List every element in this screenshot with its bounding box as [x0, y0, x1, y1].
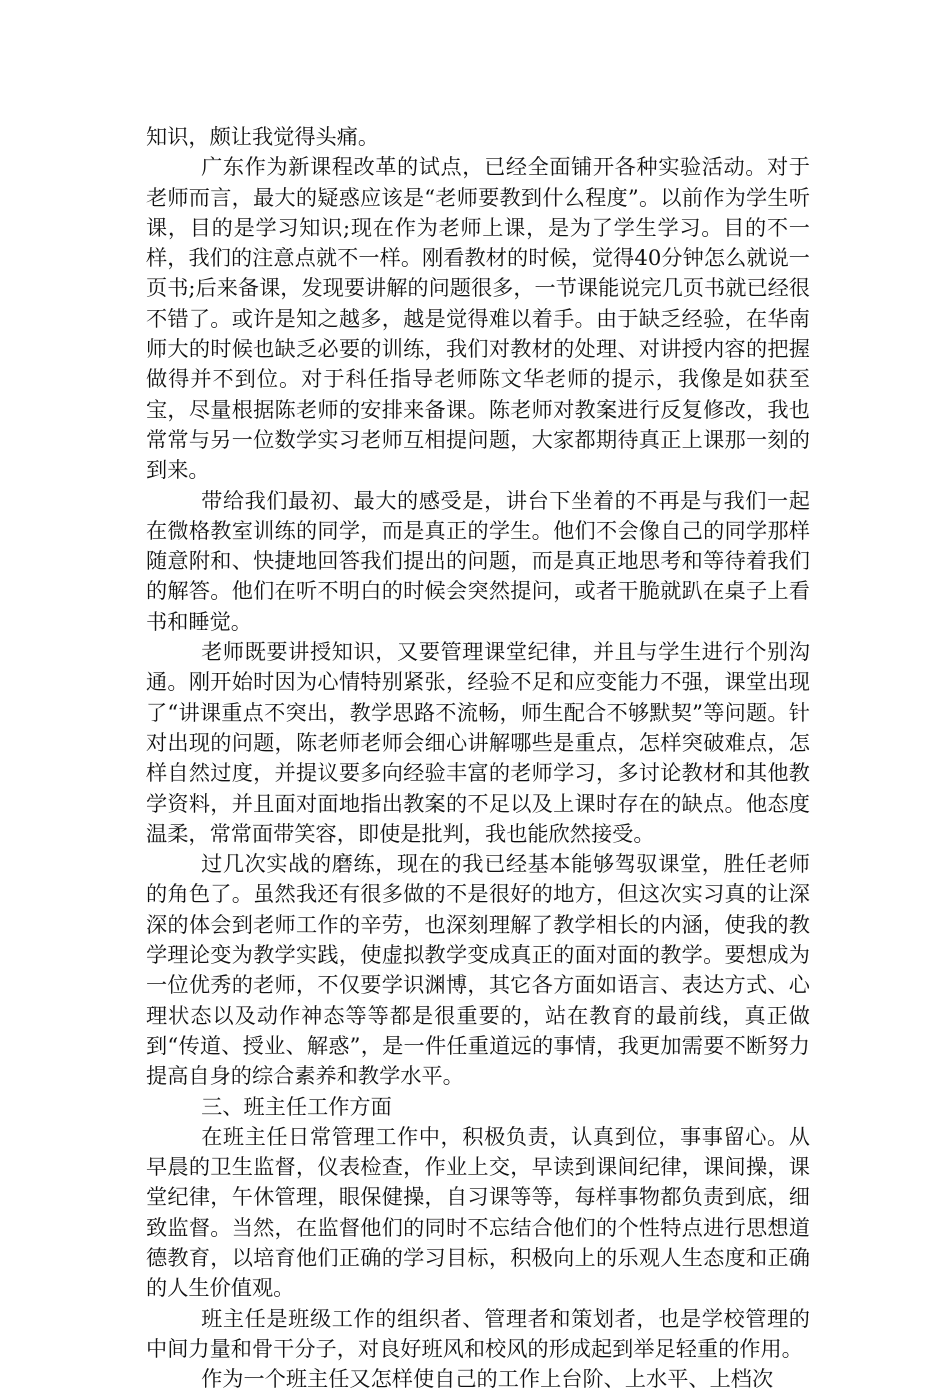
section-heading-class-teacher: 三、班主任工作方面 — [201, 1093, 392, 1119]
paragraph-class-teacher-role: 班主任是班级工作的组织者、管理者和策划者，也是学校管理的中间力量和骨干分子，对良好班风和校风的形成起到举足轻重的作用。 — [146, 1305, 810, 1361]
paragraph-curriculum-reform: 广东作为新课程改革的试点，已经全面铺开各种实验活动。对于老师而言，最大的疑惑应该是“老师要教到什么程度”。以前作为学生听课，目的是学习知识;现在作为老师上课，是为了学生学习。目的不一样，我们的注意点就不一样。刚看教材的时候，觉得40分钟怎么就说一页书;后来备课，发现要讲解的问题很多，一节课能说完几页书就已经很不错了。或许是知之越多，越是觉得难以着手。由于缺乏经验，在华南师大的时候也缺乏必要的训练，我们对教材的处理、对讲授内容的把握做得并不到位。对于科任指导老师陈文华老师的提示，我像是如获至宝，尽量根据陈老师的安排来备课。陈老师对教案进行反复修改，我也常常与另一位数学实习老师互相提问题，大家都期待真正上课那一刻的到来。 — [146, 154, 810, 483]
paragraph-daily-management: 在班主任日常管理工作中，积极负责，认真到位，事事留心。从早晨的卫生监督，仪表检查，作业上交，早读到课间纪律，课间操，课堂纪律，午休管理，眼保健操，自习课等等，每样事物都负责到底，细致监督。当然，在监督他们的同时不忘结合他们的个性特点进行思想道德教育，以培育他们正确的学习目标，积极向上的乐观人生态度和正确的人生价值观。 — [146, 1123, 810, 1301]
paragraph-first-impression: 带给我们最初、最大的感受是，讲台下坐着的不再是与我们一起在微格教室训练的同学，而是真正的学生。他们不会像自己的同学那样随意附和、快捷地回答我们提出的问题，而是真正地思考和等待着我们的解答。他们在听不明白的时候会突然提问，或者干脆就趴在桌子上看书和睡觉。 — [146, 487, 810, 634]
paragraph-improvement: 作为一个班主任又怎样使自己的工作上台阶、上水平、上档次 — [201, 1366, 774, 1392]
paragraph-growth-reflection: 过几次实战的磨练，现在的我已经基本能够驾驭课堂，胜任老师的角色了。虽然我还有很多做的不是很好的地方，但这次实习真的让深深的体会到老师工作的辛劳，也深刻理解了教学相长的内涵，使我的教学理论变为教学实践，使虚拟教学变成真正的面对面的教学。要想成为一位优秀的老师，不仅要学识渊博，其它各方面如语言、表达方式、心理状态以及动作神态等等都是很重要的，站在教育的最前线，真正做到“传道、授业、解惑”，是一件任重道远的事情，我更加需要不断努力提高自身的综合素养和教学水平。 — [146, 851, 810, 1089]
paragraph-continuation: 知识，颇让我觉得头痛。 — [146, 124, 380, 149]
paragraph-classroom-management: 老师既要讲授知识，又要管理课堂纪律，并且与学生进行个别沟通。刚开始时因为心情特别紧张，经验不足和应变能力不强，课堂出现了“讲课重点不突出，教学思路不流畅，师生配合不够默契”等问题。针对出现的问题，陈老师老师会细心讲解哪些是重点，怎样突破难点，怎样自然过度，并提议要多向经验丰富的老师学习，多讨论教材和其他教学资料，并且面对面地指出教案的不足以及上课时存在的缺点。他态度温柔，常常面带笑容，即使是批判，我也能欣然接受。 — [146, 639, 810, 846]
document-page — [146, 122, 810, 1394]
